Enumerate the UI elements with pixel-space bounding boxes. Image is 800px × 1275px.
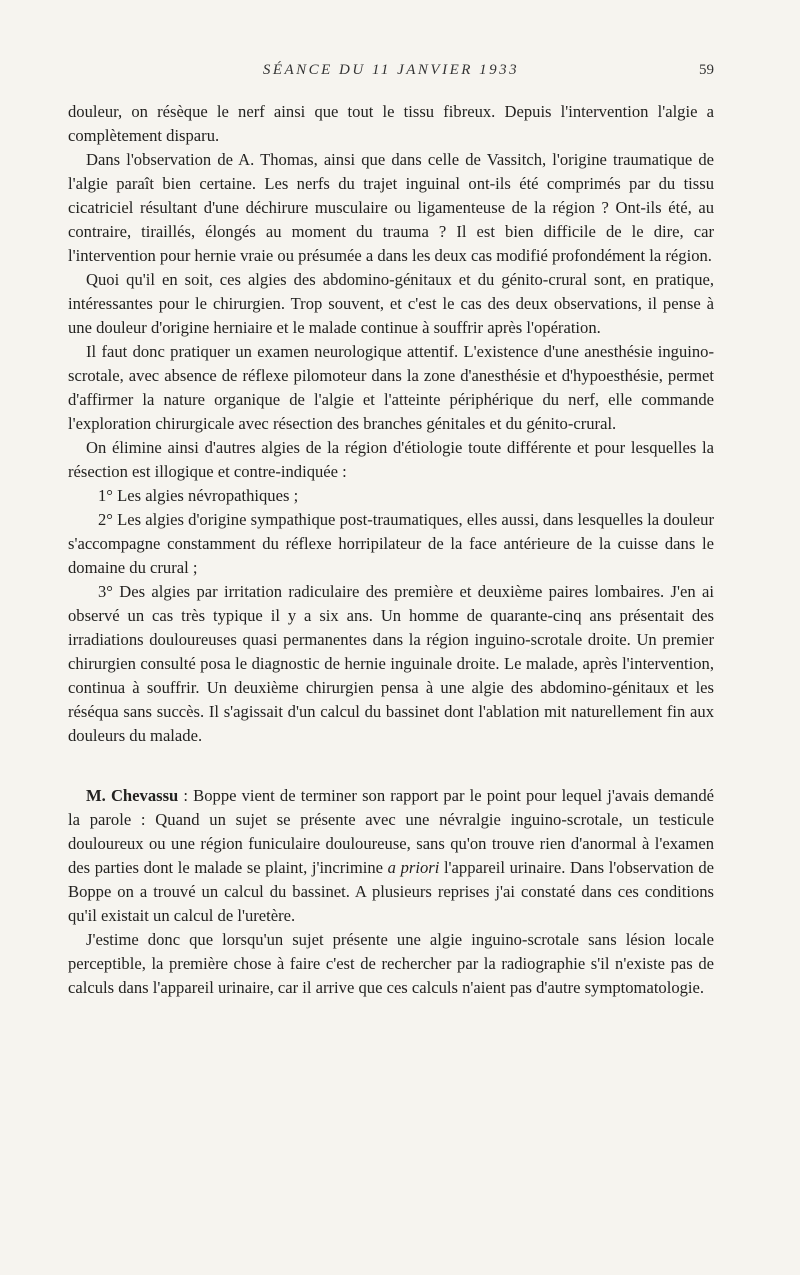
speaker-name: M. Chevassu <box>86 786 179 805</box>
section-gap <box>68 748 714 784</box>
running-header <box>68 58 714 88</box>
header-title: SÉANCE DU 11 JANVIER 1933 <box>262 62 520 78</box>
paragraph: Quoi qu'il en soit, ces algies des abdomino-génitaux et du génito-crural sont, en pratique, intéressantes pour le chirurgien. Trop souvent, et c'est le cas des deux observations, il pense à une douleur d'origine herniaire et le malade continue à souffrir après l'opération. <box>68 270 714 337</box>
discussion-text: l'appareil urinaire. Dans l'observation de Boppe on a trouvé un calcul du bassinet. A plusieurs reprises j'ai constaté dans ces conditions qu'il existait un calcul de l'uretère. <box>68 858 715 925</box>
discussion-paragraph <box>68 784 714 928</box>
paragraph: Dans l'observation de A. Thomas, ainsi que dans celle de Vassitch, l'origine traumatique de l'algie paraît bien certaine. Les nerfs du trajet inguinal ont-ils été comprimés par du tissu cicatriciel résultant d'une déchirure musculaire ou ligamenteuse de la région ? Ont-ils été, au contraire, tiraillés, élongés au moment du trauma ? Il est bien difficile de le dire, car l'intervention pour hernie vraie ou présumée a dans les deux cas modifié profondément la région. <box>68 150 714 265</box>
discussion-paragraph: J'estime donc que lorsqu'un sujet présente une algie inguino-scrotale sans lésion locale perceptible, la première chose à faire c'est de rechercher par la radiographie s'il n'existe pas de calculs dans l'appareil urinaire, car il arrive que ces calculs n'aient pas d'autre symptomatologie. <box>68 930 714 997</box>
paragraph: douleur, on résèque le nerf ainsi que tout le tissu fibreux. Depuis l'intervention l'algie a complètement disparu. <box>68 102 714 145</box>
page-number: 59 <box>699 62 714 78</box>
body-text <box>68 100 714 1000</box>
list-item: 3° Des algies par irritation radiculaire des première et deuxième paires lombaires. J'en ai observé un cas très typique il y a six ans. Un homme de quarante-cinq ans présentait des irradiations douloureuses quasi permanentes dans la région inguino-scrotale droite. Un premier chirurgien consulté posa le diagnostic de hernie inguinale droite. Le malade, après l'intervention, continua à souffrir. Un deuxième chirurgien pensa à une algie des abdomino-génitaux et les réséqua sans succès. Il s'agissait d'un calcul du bassinet dont l'ablation mit naturellement fin aux douleurs du malade. <box>68 582 714 745</box>
document-page <box>68 58 714 1000</box>
italic-phrase: a priori <box>387 858 440 877</box>
paragraph: On élimine ainsi d'autres algies de la région d'étiologie toute différente et pour lesquelles la résection est illogique et contre-indiquée : <box>68 438 714 481</box>
list-item: 1° Les algies névropathiques ; <box>98 486 299 505</box>
paragraph: Il faut donc pratiquer un examen neurologique attentif. L'existence d'une anesthésie inguino-scrotale, avec absence de réflexe pilomoteur dans la zone d'anesthésie et d'hypoesthésie, permet d'affirmer la nature organique de l'algie et l'atteinte périphérique du nerf, elle commande l'exploration chirurgicale avec résection des branches génitales et du génito-crural. <box>68 342 714 433</box>
discussion-text: : Boppe vient de terminer son rapport par le point pour lequel j'avais demandé la parole : Quand un sujet se présente avec une névralgie inguino-scrotale, un testicule douloureux ou une région funiculaire douloureuse, sans qu'on trouve rien d'anormal à l'examen des parties dont le malade se plaint, j'incrimine <box>68 786 714 877</box>
list-item: 2° Les algies d'origine sympathique post-traumatiques, elles aussi, dans lesquelles la douleur s'accompagne constamment du réflexe horripilateur de la face antérieure de la cuisse dans le domaine du crural ; <box>68 510 714 577</box>
